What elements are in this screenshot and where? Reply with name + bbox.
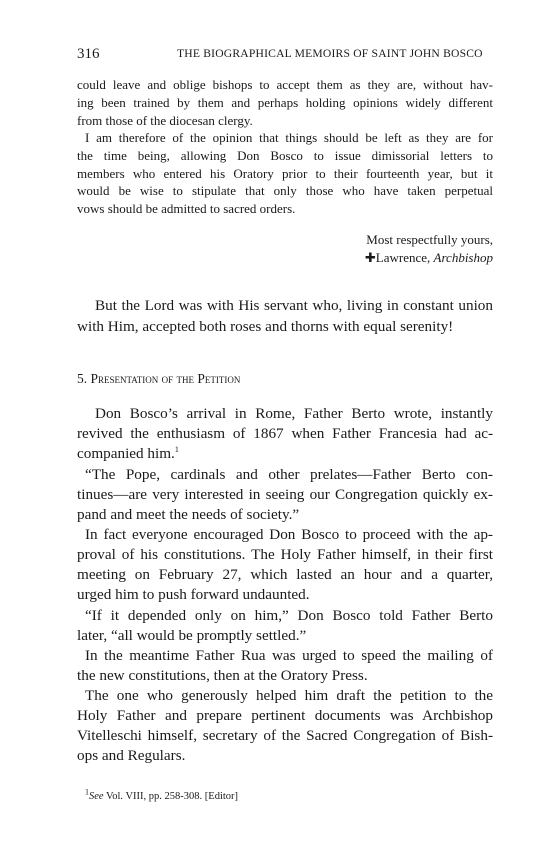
footnote-ref: 1 [174, 444, 179, 454]
body-line: later, “all would be promptly settled.” [77, 627, 307, 644]
body-line: tinues—are very interested in seeing our Congregation quickly ex- [77, 486, 493, 503]
body-line: In the meantime Father Rua was urged to speed the mailing of [85, 647, 493, 664]
letter-closing: Most respectfully yours, [366, 232, 493, 247]
body-line: ops and Regulars. [77, 747, 186, 764]
body-line: urged him to push forward undaunted. [77, 586, 310, 603]
body-line: Vitelleschi himself, secretary of the Sacred Congregation of Bish- [77, 727, 493, 744]
signature-name: ✚Lawrence, [364, 250, 431, 265]
body-line: the new constitutions, then at the Oratory Press. [77, 667, 368, 684]
section-heading [77, 371, 240, 387]
running-header [77, 46, 493, 66]
body-line: The one who generously helped him draft the petition to the [85, 687, 493, 704]
letter-line: ing been trained by them and perhaps holding opinions widely different [77, 95, 493, 110]
body-line: Holy Father and prepare pertinent documents was Archbishop [77, 707, 493, 724]
section-number: 5. [77, 371, 88, 386]
letter-signature [365, 250, 493, 266]
page-number: 316 [77, 46, 100, 62]
section-title: Presentation of the Petition [90, 371, 241, 386]
footnote [85, 787, 239, 802]
body-line: with Him, accepted both roses and thorns with equal serenity! [77, 318, 454, 335]
body-line: In fact everyone encouraged Don Bosco to proceed with the ap- [85, 526, 493, 543]
running-title: THE BIOGRAPHICAL MEMOIRS OF SAINT JOHN BOSCO [177, 47, 483, 60]
footnote-marker: 1 [85, 787, 89, 797]
body-line: companied him.$^1$ [77, 444, 179, 462]
letter-line: I am therefore of the opinion that things should be left as they are for [85, 130, 493, 145]
body-line: pand and meet the needs of society.” [77, 506, 300, 523]
body-line: meeting on February 27, which lasted an hour and a quarter, [77, 566, 493, 583]
body-line: “If it depended only on him,” Don Bosco told Father Berto [85, 607, 493, 624]
letter-line: vows should be admitted to sacred orders. [77, 201, 296, 216]
signature-title: Archbishop [433, 250, 493, 265]
footnote-text: Vol. VIII, pp. 258-308. [Editor] [106, 791, 239, 802]
letter-line: would be wise to stipulate that only those who have taken perpetual [77, 183, 493, 198]
letter-line: could leave and oblige bishops to accept them as they are, without hav- [77, 77, 493, 92]
letter-line: members who entered his Oratory prior to their fourteenth year, but it [77, 166, 493, 181]
body-line: revived the enthusiasm of 1867 when Father Francesia had ac- [77, 425, 493, 442]
body-line: proval of his constitutions. The Holy Father himself, in their first [77, 546, 493, 563]
letter-line: the time being, allowing Don Bosco to issue dimissorial letters to [77, 148, 493, 163]
footnote-see: See [89, 791, 104, 802]
body-line: “The Pope, cardinals and other prelates—Father Berto con- [85, 466, 493, 483]
body-line: Don Bosco’s arrival in Rome, Father Berto wrote, instantly [95, 405, 493, 422]
letter-line: from those of the diocesan clergy. [77, 113, 253, 128]
body-line: But the Lord was with His servant who, living in constant union [95, 297, 493, 314]
